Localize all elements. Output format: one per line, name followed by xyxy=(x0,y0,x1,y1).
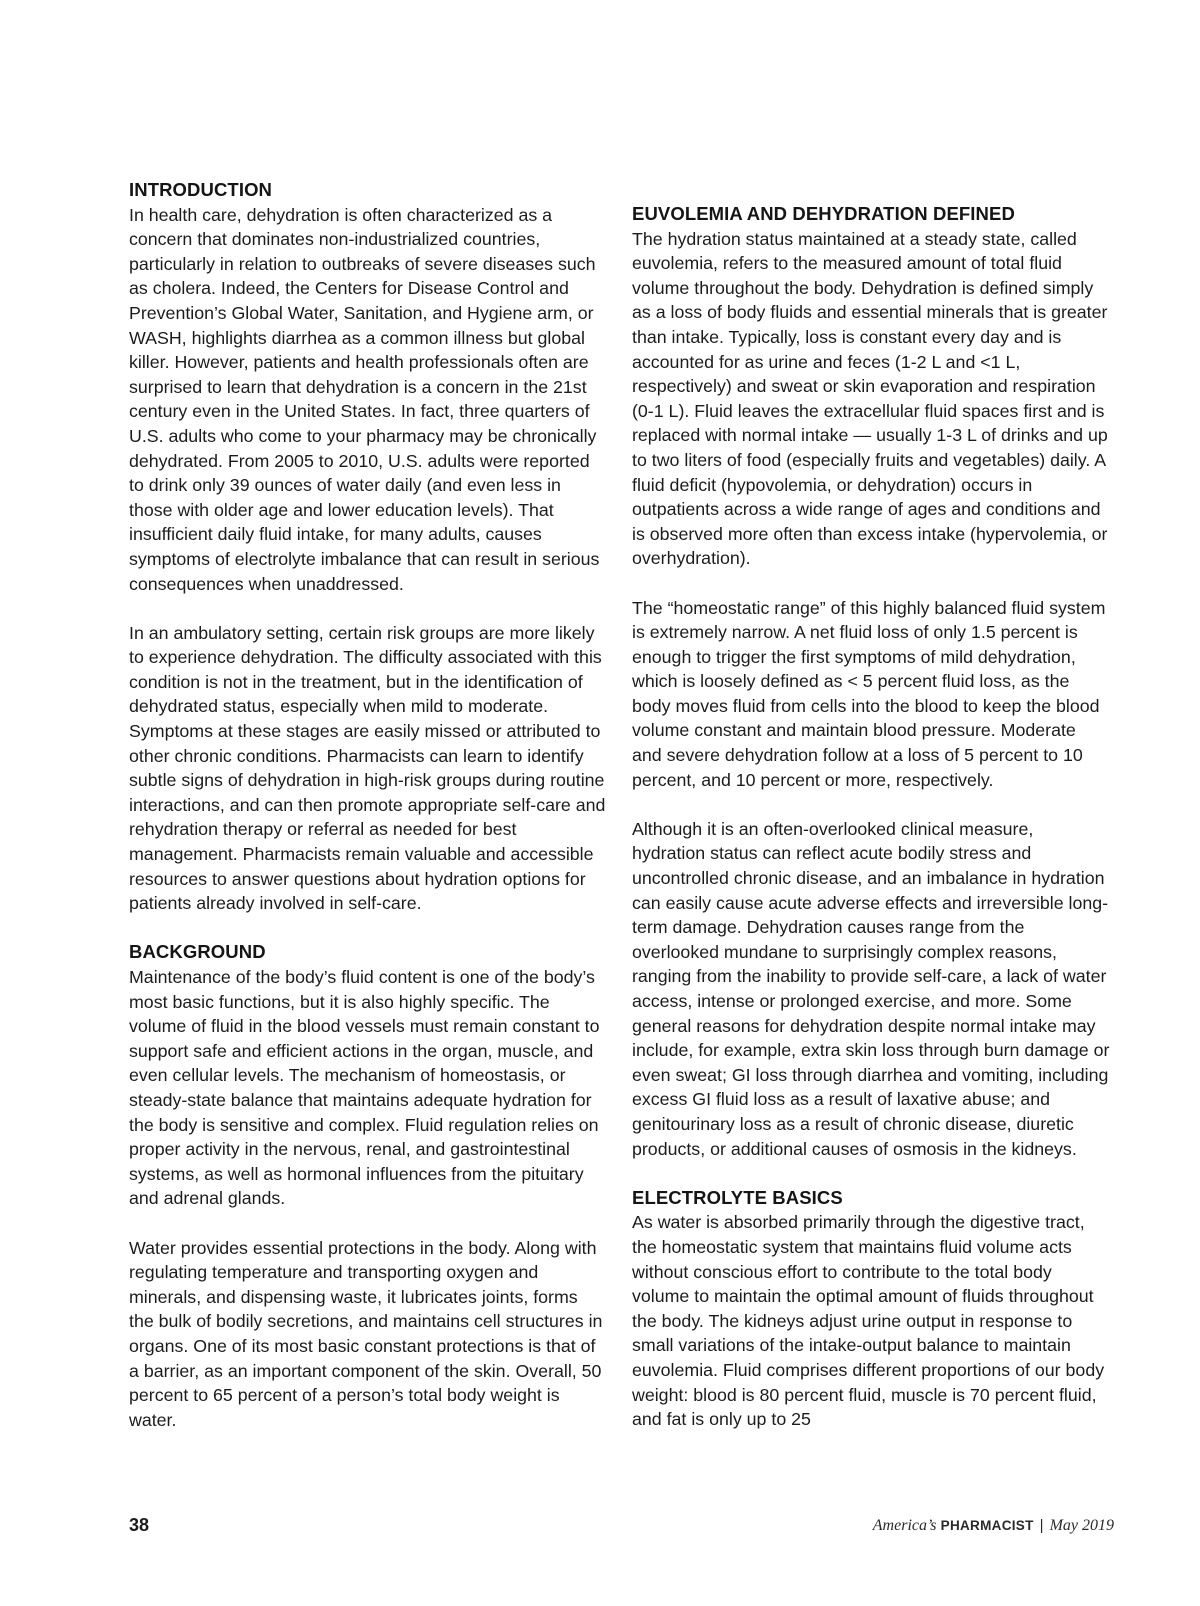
magazine-brand: PHARMACIST xyxy=(940,1518,1034,1533)
background-paragraph-2: Water provides essential protections in the body. Along with regulating temperature and transporting oxygen and minerals, and dispensing waste, it lubricates joints, forms the bulk of bodily secretions, and maintains cell structures in organs. One of its most basic constant protections is that of a barrier, as an important component of the skin. Overall, 50 percent to 65 percent of a person’s total body weight is water. xyxy=(129,1237,603,1430)
euvolemia-paragraph-3: Although it is an often-overlooked clinical measure, hydration status can reflect acute bodily stress and uncontrolled chronic disease, and an imbalance in hydration can easily cause acute adverse effects and irreversible long-term damage. Dehydration causes range from the overlooked mundane to surprisingly complex reasons, ranging from the inability to provide self-care, a lack of water access, intense or prolonged exercise, and more. Some general reasons for dehydration despite normal intake may include, for example, extra skin loss through burn damage or even sweat; GI loss through diarrhea and vomiting, including excess GI fluid loss as a result of laxative abuse; and genitourinary loss as a result of chronic disease, diuretic products, or additional causes of osmosis in the kidneys. xyxy=(632,818,1110,1159)
paragraph-gap xyxy=(632,571,1110,596)
background-heading: BACKGROUND xyxy=(129,941,266,963)
right-column xyxy=(632,202,1110,1432)
paragraph-gap xyxy=(129,596,607,621)
paragraph-gap xyxy=(632,792,1110,817)
paragraph-gap xyxy=(632,1161,1110,1186)
electrolyte-heading: ELECTROLYTE BASICS xyxy=(632,1186,843,1208)
paragraph-gap xyxy=(129,916,607,941)
euvolemia-paragraph-1: The hydration status maintained at a steady state, called euvolemia, refers to the measured amount of total fluid volume throughout the body. Dehydration is defined simply as a loss of body fluids and essential minerals that is greater than intake. Typically, loss is constant every day and is accounted for as urine and feces (1-2 L and <1 L, respectively) and sweat or skin evaporation and respiration (0-1 L). Fluid leaves the extracellular fluid spaces first and is replaced with normal intake — usually 1-3 L of drinks and up to two liters of food (especially fruits and vegetables) daily. A fluid deficit (hypovolemia, or dehydration) occurs in outpatients across a wide range of ages and conditions and is observed more often than excess intake (hypervolemia, or overhydration). xyxy=(632,228,1108,569)
magazine-masthead xyxy=(873,1517,1114,1535)
euvolemia-heading: EUVOLEMIA AND DEHYDRATION DEFINED xyxy=(632,203,1015,224)
introduction-paragraph-1: In health care, dehydration is often characterized as a concern that dominates non-industrialized countries, particularly in relation to outbreaks of severe diseases such as cholera. Indeed, the Centers for Disease Control and Prevention’s Global Water, Sanitation, and Hygiene arm, or WASH, highlights diarrhea as a common illness but global killer. However, patients and health professionals often are surprised to learn that dehydration is a concern in the 21st century even in the United States. In fact, three quarters of U.S. adults who come to your pharmacy may be chronically dehydrated. From 2005 to 2010, U.S. adults were reported to drink only 39 ounces of water daily (and even less in those with older age and lower education levels). That insufficient daily fluid intake, for many adults, causes symptoms of electrolyte imbalance that can result in serious consequences when unaddressed. xyxy=(129,204,600,594)
paragraph-gap xyxy=(129,1211,607,1236)
euvolemia-paragraph-2: The “homeostatic range” of this highly balanced fluid system is extremely narrow. A net fluid loss of only 1.5 percent is enough to trigger the first symptoms of mild dehydration, which is loosely defined as < 5 percent fluid loss, as the body moves fluid from cells into the blood to keep the blood volume constant and maintain blood pressure. Moderate and severe dehydration follow at a loss of 5 percent to 10 percent, and 10 percent or more, respectively. xyxy=(632,597,1106,790)
masthead-separator: | xyxy=(1039,1517,1044,1534)
issue-date: May 2019 xyxy=(1049,1517,1114,1534)
electrolyte-paragraph-1: As water is absorbed primarily through the digestive tract, the homeostatic system that maintains fluid volume acts without conscious effort to contribute to the total body volume to maintain the optimal amount of fluids throughout the body. The kidneys adjust urine output in response to small variations of the intake-output balance to maintain euvolemia. Fluid comprises different proportions of our body weight: blood is 80 percent fluid, muscle is 70 percent fluid, and fat is only up to 25 xyxy=(632,1212,1105,1430)
page-number: 38 xyxy=(129,1515,150,1535)
left-column xyxy=(129,178,607,1432)
magazine-prefix: America’s xyxy=(872,1517,937,1534)
introduction-paragraph-2: In an ambulatory setting, certain risk groups are more likely to experience dehydration. The difficulty associated with this condition is not in the treatment, but in the identification of dehydrated status, especially when mild to moderate. Symptoms at these stages are easily missed or attributed to other chronic conditions. Pharmacists can learn to identify subtle signs of dehydration in high-risk groups during routine interactions, and can then promote appropriate self-care and rehydration therapy or referral as needed for best management. Pharmacists remain valuable and accessible resources to answer questions about hydration options for patients already involved in self-care. xyxy=(129,622,606,914)
introduction-heading: INTRODUCTION xyxy=(129,179,273,200)
background-paragraph-1: Maintenance of the body’s fluid content is one of the body’s most basic functions, but it is also highly specific. The volume of fluid in the blood vessels must remain constant to support safe and efficient actions in the organ, muscle, and even cellular levels. The mechanism of homeostasis, or steady-state balance that maintains adequate hydration for the body is sensitive and complex. Fluid regulation relies on proper activity in the nervous, renal, and gastrointestinal systems, as well as hormonal influences from the pituitary and adrenal glands. xyxy=(129,967,600,1209)
